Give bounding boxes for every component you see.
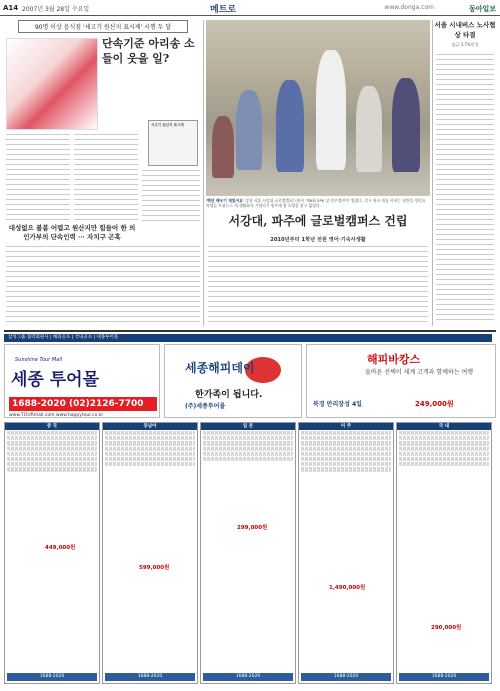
child-figure [212,116,234,178]
ad-phone: 1688-2020 (02)2126-7700 [9,397,157,411]
ad-site[interactable]: www.TOURmall.com www.happytour.co.kr [9,413,104,418]
grid-text [105,431,195,435]
grid-text [399,436,489,440]
grid-text [7,436,97,440]
grid-phone: 1688-2020 [105,673,195,681]
main-headline: 서강대, 파주에 글로벌캠퍼스 건립 [228,214,408,228]
main-deck: 2010년부터 1학년 전원 영어·기숙사생활 [270,237,366,243]
ad-slogan: Sunshine Tour Mall [15,357,62,363]
grid-text [203,447,293,451]
grid-text [301,447,391,451]
grid-text [7,441,97,445]
grid-text [301,457,391,461]
ad-mid-tagline: 한가족이 됩니다. [195,390,263,400]
left-body-2 [74,134,138,220]
right-headline: 서울 시내버스 노사협상 타결 [434,21,496,39]
grid-text [7,452,97,456]
grid-phone: 1688-2020 [7,673,97,681]
child-figure [392,78,420,172]
ad-grid-sea[interactable] [102,422,198,684]
grid-price: 290,000원 [431,625,462,631]
child-figure [276,80,304,172]
grid-text [203,431,293,435]
ad-grid-china[interactable] [4,422,100,684]
grid-text [399,462,489,466]
grid-text [399,452,489,456]
ad-grid-domestic[interactable] [396,422,492,684]
left-kicker: 90명 이상 음식점 '세고기 원산지 표시제' 시행 두 달 [18,20,188,33]
left-body-4 [142,170,200,222]
grid-text [7,447,97,451]
right-article [434,20,496,48]
grid-text [105,462,195,466]
grid-text [301,441,391,445]
right-subhead: 임금 3.7%인상 [451,42,479,47]
grid-text [7,457,97,461]
ad-mid-company: (주)세종투어몰 [185,403,226,410]
page-header [0,0,500,16]
site-url[interactable]: www.donga.com [384,4,434,11]
caption-text: 강남 서울 서강대 글로벌캠퍼스에서 '제6회 SPK 상 연주경연'이 열렸다. 각시 원터 개를 비비는 첫만을 정리를 학생들 트위드스 개 생활하지 기념리기 원트에 참 호양을 찾고 없었다. [206,198,426,208]
ad-grid-japan[interactable] [200,422,296,684]
grid-title: 중 국 [5,423,99,430]
grid-price: 599,000원 [139,565,170,571]
ad-banner[interactable]: 삼성그룹 협력회원사 | 해외골프 | 국내골프 | 세종투어몰 [4,334,492,342]
grid-text [301,452,391,456]
left-body-3 [6,246,200,322]
page-number: A14 [3,4,19,12]
ad-grid-america[interactable] [298,422,394,684]
candy-photo [6,38,98,130]
grid-text [7,431,97,435]
grid-title: 국 내 [397,423,491,430]
grid-text [105,441,195,445]
grid-phone: 1688-2020 [301,673,391,681]
grid-text [301,436,391,440]
grid-text [203,441,293,445]
ad-sejong-tourmall[interactable] [4,344,160,418]
grid-text [105,452,195,456]
grid-text [105,436,195,440]
grid-text [105,447,195,451]
main-body [208,246,428,322]
grid-text [7,462,97,466]
photo-caption [206,198,430,208]
caption-label: '백년 배우기 재밌어요' [206,198,244,203]
column-rule [432,20,433,326]
ad-right-price: 249,000원 [415,400,454,408]
grid-text [301,462,391,466]
child-figure [356,86,382,172]
left-body-1 [6,134,70,220]
issue-date: 2007년 3월 28일 수요일 [22,6,90,13]
left-headline: 단속기준 아리송 소들이 웃을 일? [102,37,195,65]
ad-title: 세종 투어몰 [11,370,100,390]
grid-text [301,431,391,435]
grid-title: 일 본 [201,423,295,430]
grid-title: 동남아 [103,423,197,430]
child-figure [236,90,262,170]
grid-phone: 1688-2020 [399,673,489,681]
grid-text [7,467,97,471]
main-photo [206,20,430,196]
right-body [436,54,494,324]
grid-price: 449,000원 [45,545,76,551]
grid-text [203,452,293,456]
advertisement-section [4,330,496,686]
grid-title: 미 주 [299,423,393,430]
grid-text [399,457,489,461]
ad-right-title: 해피바캉스 [367,353,421,366]
ad-right-tagline: 올바른 선택이 세계 고객과 함께하는 여행 [365,369,474,376]
grid-price: 1,490,000원 [329,585,366,591]
left-subhead: 대성없으 볼봄 어렵고 원산지만 힘들어 한 의인가부의 단속인력 ··· 자치구 곤혹 [8,224,136,241]
newspaper-logo: 동아일보 [468,5,496,13]
column-rule [203,20,204,326]
grid-text [301,467,391,471]
ad-right-offer: 북경 만리장성 4일 [313,401,362,408]
teacher-figure [316,50,346,170]
grid-text [399,447,489,451]
grid-text [399,441,489,445]
grid-text [203,457,293,461]
grid-phone: 1688-2020 [203,673,293,681]
info-box-title: 서고기 원산지 표시제 [151,123,184,127]
grid-text [203,436,293,440]
ad-happy-vacance[interactable] [306,344,496,418]
grid-price: 299,000원 [237,525,268,531]
grid-text [105,457,195,461]
ad-happyday[interactable] [164,344,302,418]
section-title: 메트로 [210,5,237,15]
grid-text [399,431,489,435]
ad-mid-title: 세종해피데이 [185,361,255,375]
info-box [148,120,198,166]
